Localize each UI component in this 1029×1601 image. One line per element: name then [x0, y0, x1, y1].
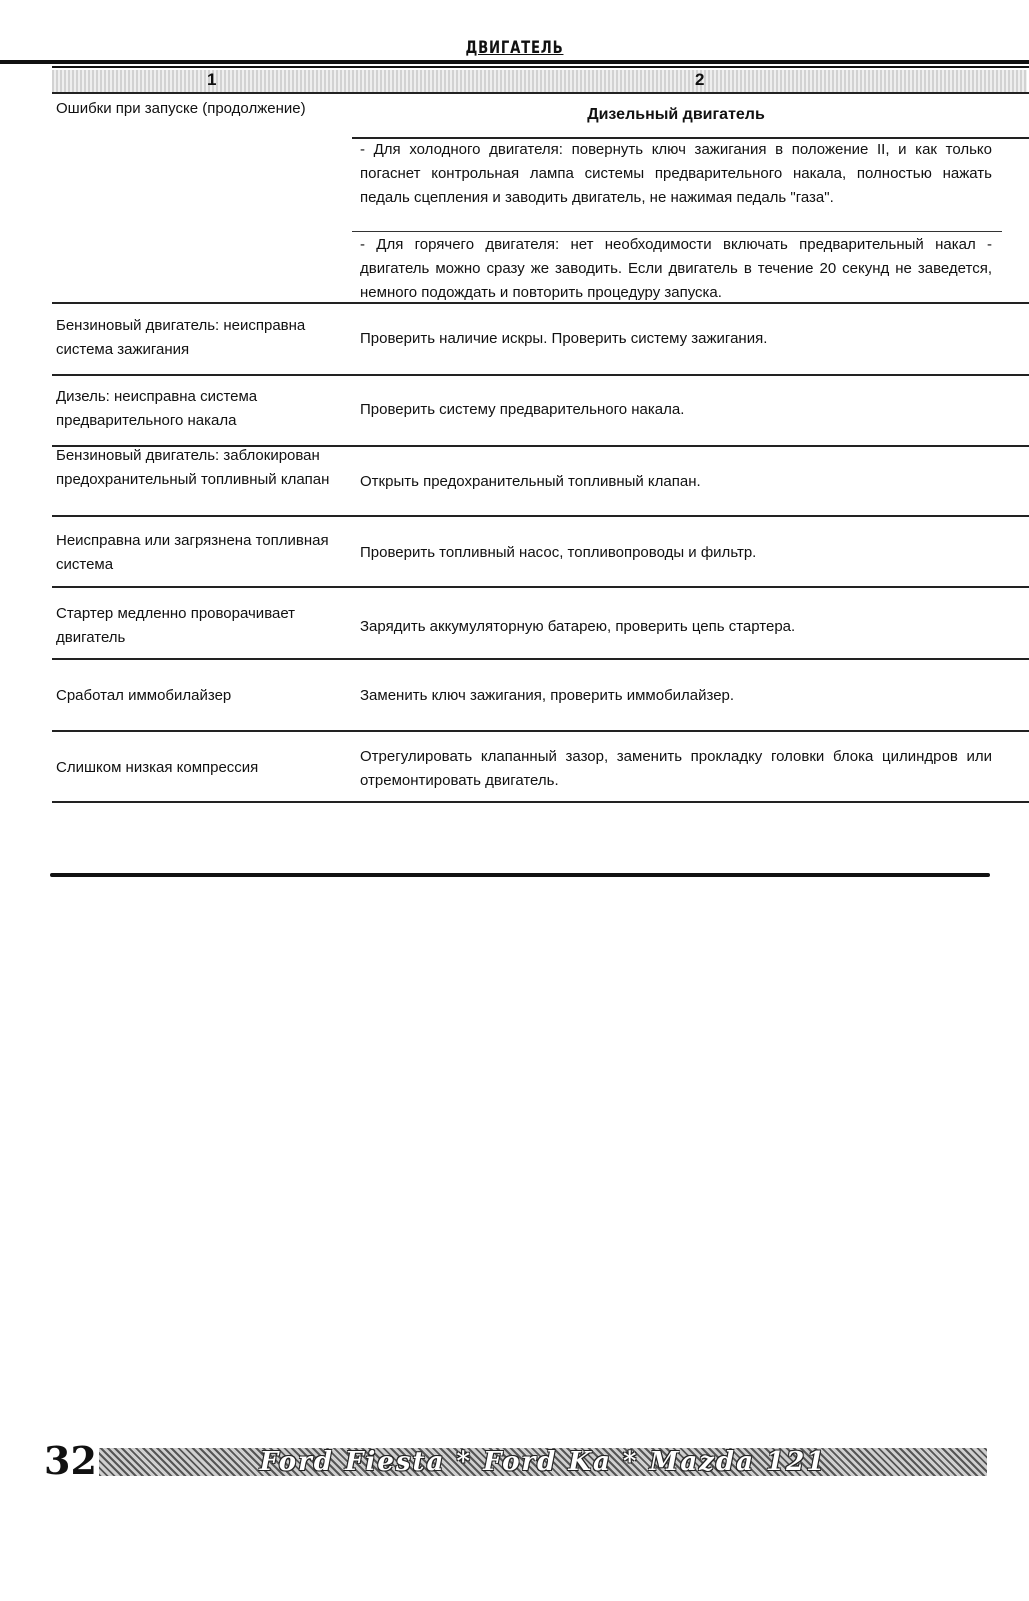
row-divider — [52, 730, 1029, 732]
header-rule-thin — [52, 66, 1029, 68]
section-end-rule — [50, 873, 990, 877]
remedy-divider — [352, 231, 1002, 232]
remedy-cell: Заменить ключ зажигания, проверить иммобилайзер. — [360, 687, 735, 704]
footer-banner-text: Ford Fiesta * Ford Ka * Mazda 121 — [259, 1447, 827, 1477]
row-divider — [52, 586, 1029, 588]
remedy-cell: Отрегулировать клапанный зазор, заменить прокладку головки блока цилиндров или отремонтировать двигатель. — [360, 748, 992, 789]
remedy-hot-engine: - Для горячего двигателя: нет необходимости включать предварительный накал - двигатель можно сразу же заводить. Если двигатель в течение 20 секунд не заведется, немного подождать и повторить процедуру запуска. — [360, 236, 992, 301]
row-divider — [52, 374, 1029, 376]
row-divider — [52, 658, 1029, 660]
row-divider — [52, 515, 1029, 517]
cause-cell: Неисправна или загрязнена топливная система — [56, 532, 329, 573]
remedy-cell: Открыть предохранительный топливный клапан. — [360, 473, 701, 490]
remedy-cell: Зарядить аккумуляторную батарею, проверить цепь стартера. — [360, 618, 796, 635]
row-divider — [52, 302, 1029, 304]
section-title: ДВИГАТЕЛЬ — [465, 38, 564, 58]
column-header-1: 1 — [207, 70, 217, 89]
cause-cell: Ошибки при запуске (продолжение) — [56, 100, 306, 117]
remedy-cell: Проверить наличие искры. Проверить систему зажигания. — [360, 330, 768, 347]
page-footer — [44, 1440, 994, 1482]
remedy-cold-engine: - Для холодного двигателя: повернуть ключ зажигания в положение II, и как только погаснет контрольная лампа системы предварительного накала, полностью нажать педаль сцепления и заводить двигатель, не нажимая педаль "газа". — [360, 141, 992, 206]
table-bottom-rule — [52, 801, 1029, 803]
cause-cell: Бензиновый двигатель: заблокирован предохранительный топливный клапан — [56, 447, 330, 488]
column-header-2: 2 — [695, 70, 705, 89]
footer-banner — [99, 1448, 987, 1476]
subheading: Дизельный двигатель — [587, 106, 765, 123]
remedy-cell: Проверить систему предварительного накала. — [360, 401, 685, 418]
cause-cell: Сработал иммобилайзер — [56, 687, 232, 704]
page-number: 32 — [44, 1438, 97, 1483]
column-header-rule — [52, 92, 1029, 94]
column-header-band — [52, 70, 1027, 92]
cause-cell: Дизель: неисправна система предварительного накала — [56, 388, 258, 429]
cause-cell: Слишком низкая компрессия — [56, 759, 259, 776]
cause-cell: Стартер медленно проворачивает двигатель — [56, 605, 296, 646]
header-rule — [0, 60, 1029, 64]
cause-cell: Бензиновый двигатель: неисправна система зажигания — [56, 317, 306, 358]
remedy-cell: Проверить топливный насос, топливопроводы и фильтр. — [360, 544, 757, 561]
